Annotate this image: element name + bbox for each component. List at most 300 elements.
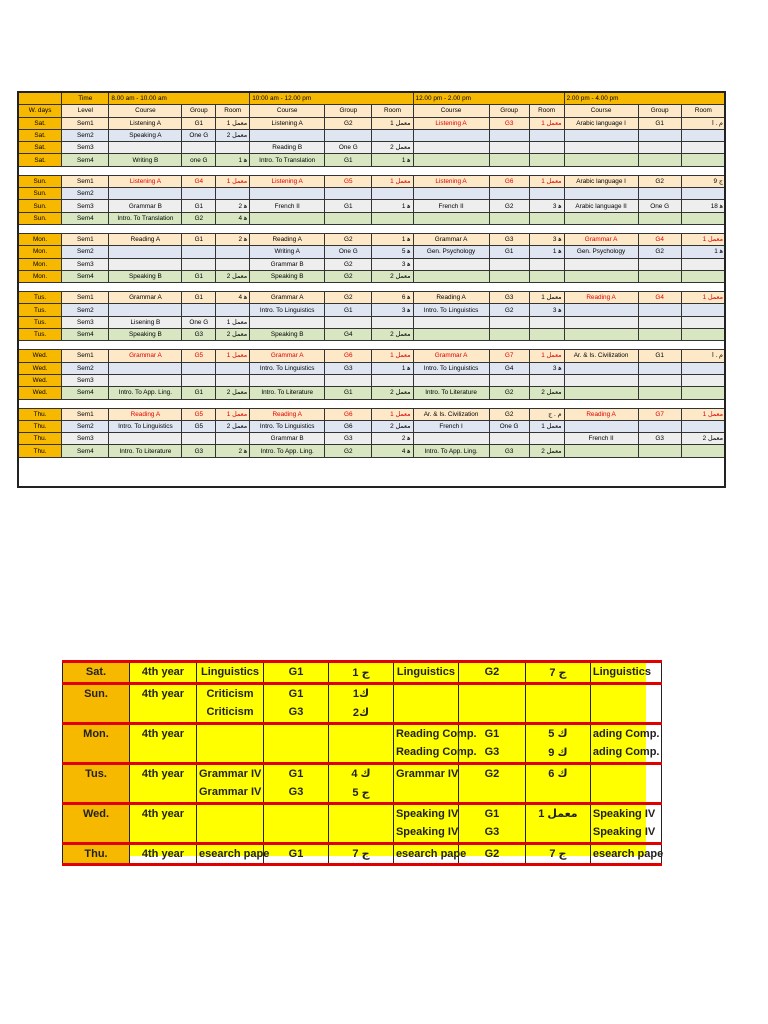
fourth-year-cell — [393, 683, 458, 703]
header-room: Room — [529, 105, 564, 117]
room-cell: 1 معمل — [372, 350, 413, 362]
day-cell: Wed. — [19, 362, 62, 374]
course-cell — [564, 270, 638, 282]
group-cell: G3 — [489, 117, 529, 129]
fourth-year-row — [63, 763, 662, 783]
header-weekdays: W. days — [19, 105, 62, 117]
schedule-row — [19, 270, 726, 282]
day-separator — [19, 283, 726, 292]
schedule-row — [19, 433, 726, 445]
room-cell: 1 ﻫ — [216, 154, 250, 166]
room-cell — [681, 212, 725, 224]
fourth-year-cell: 1ك — [328, 683, 393, 703]
fourth-year-cell: G2 — [458, 763, 525, 783]
fourth-year-cell: Grammar IV — [197, 783, 264, 803]
fourth-year-cell — [197, 803, 264, 823]
group-cell — [182, 188, 216, 200]
room-cell: 3 ﻫ — [529, 233, 564, 245]
group-cell: one G — [182, 154, 216, 166]
course-cell: Intro. To Linguistics — [250, 420, 325, 432]
group-cell — [182, 362, 216, 374]
group-cell: G3 — [325, 362, 372, 374]
room-cell — [681, 154, 725, 166]
group-cell: G1 — [182, 117, 216, 129]
room-cell — [529, 258, 564, 270]
fourth-year-row — [63, 743, 662, 763]
course-cell: Intro. To Linguistics — [250, 362, 325, 374]
room-cell — [216, 374, 250, 386]
course-cell: Speaking B — [250, 329, 325, 341]
fourth-year-cell: ading Comp. — [590, 743, 661, 763]
room-cell: 1 معمل — [529, 117, 564, 129]
group-cell: G1 — [182, 233, 216, 245]
room-cell: 6 ﻫ — [372, 292, 413, 304]
room-cell: 2 معمل — [216, 387, 250, 399]
room-cell: 1 ﻫ — [372, 362, 413, 374]
course-cell: Grammar A — [250, 350, 325, 362]
group-cell: G2 — [638, 175, 681, 187]
group-cell — [182, 433, 216, 445]
day-cell: Sun. — [19, 188, 62, 200]
level-cell: Sem3 — [62, 316, 109, 328]
group-cell: G6 — [325, 420, 372, 432]
course-cell: French II — [250, 200, 325, 212]
course-cell: Intro. To App. Ling. — [250, 445, 325, 457]
group-cell: G2 — [325, 233, 372, 245]
room-cell — [216, 433, 250, 445]
course-cell — [413, 142, 489, 154]
course-cell: Ar. & Is. Civilization — [413, 408, 489, 420]
day-cell: Sat. — [19, 154, 62, 166]
room-cell: 2 معمل — [372, 270, 413, 282]
room-cell: م . ج — [529, 408, 564, 420]
day-cell: Sun. — [19, 200, 62, 212]
fourth-year-row — [63, 683, 662, 703]
room-cell: 1 ﻫ — [372, 233, 413, 245]
header-room: Room — [372, 105, 413, 117]
header-blank — [19, 93, 62, 105]
course-cell: Speaking B — [109, 329, 182, 341]
course-cell: Reading B — [250, 142, 325, 154]
fourth-year-cell: 7 ج — [525, 843, 590, 865]
group-cell: G6 — [325, 408, 372, 420]
fourth-year-cell — [525, 703, 590, 723]
header-level: Level — [62, 105, 109, 117]
fourth-year-row — [63, 723, 662, 743]
group-cell: G5 — [182, 408, 216, 420]
fourth-year-cell — [393, 783, 458, 803]
level-cell: Sem4 — [62, 387, 109, 399]
course-cell: Intro. To Linguistics — [413, 362, 489, 374]
day-separator — [19, 166, 726, 175]
day-separator — [19, 224, 726, 233]
level-cell: Sem4 — [62, 445, 109, 457]
group-cell — [638, 270, 681, 282]
schedule-row — [19, 350, 726, 362]
fourth-year-cell — [525, 783, 590, 803]
day-cell: Sun. — [19, 175, 62, 187]
course-cell: Listening A — [109, 175, 182, 187]
group-cell: G3 — [182, 445, 216, 457]
course-cell: Reading A — [564, 408, 638, 420]
fourth-year-cell — [458, 783, 525, 803]
group-cell: G1 — [182, 387, 216, 399]
course-cell — [109, 304, 182, 316]
level-cell: Sem1 — [62, 408, 109, 420]
group-cell: G2 — [489, 387, 529, 399]
room-cell — [372, 316, 413, 328]
room-cell — [216, 188, 250, 200]
room-cell — [681, 304, 725, 316]
room-cell — [372, 129, 413, 141]
room-cell: 2 ﻫ — [216, 445, 250, 457]
course-cell — [564, 420, 638, 432]
weekly-schedule-table — [18, 92, 726, 458]
group-cell: G3 — [638, 433, 681, 445]
fourth-year-cell: Criticism — [197, 683, 264, 703]
fourth-year-cell — [393, 703, 458, 723]
day-cell: Mon. — [19, 246, 62, 258]
course-cell — [109, 433, 182, 445]
fourth-year-cell: 4th year — [130, 763, 197, 783]
day-cell: Tus. — [19, 304, 62, 316]
schedule-row — [19, 117, 726, 129]
fourth-year-cell — [264, 743, 329, 763]
group-cell: G3 — [489, 445, 529, 457]
group-cell: G1 — [325, 387, 372, 399]
group-cell — [489, 212, 529, 224]
day-cell: Wed. — [19, 374, 62, 386]
course-cell: Grammar A — [109, 350, 182, 362]
group-cell: G7 — [489, 350, 529, 362]
day-separator — [19, 399, 726, 408]
fourth-year-row — [63, 662, 662, 684]
fourth-year-cell — [197, 823, 264, 843]
fourth-year-cell — [130, 823, 197, 843]
room-cell — [216, 258, 250, 270]
group-cell: G2 — [325, 292, 372, 304]
course-cell: Gen. Psychology — [564, 246, 638, 258]
course-cell: Intro. To Linguistics — [109, 420, 182, 432]
schedule-row — [19, 200, 726, 212]
room-cell: 1 معمل — [529, 292, 564, 304]
fourth-year-cell — [525, 823, 590, 843]
course-cell: Reading A — [250, 408, 325, 420]
group-cell — [489, 270, 529, 282]
course-cell: Speaking B — [109, 270, 182, 282]
course-cell: Arabic language I — [564, 117, 638, 129]
group-cell: G5 — [182, 420, 216, 432]
group-cell — [638, 362, 681, 374]
schedule-row — [19, 142, 726, 154]
fourth-year-cell — [590, 703, 661, 723]
course-cell: French II — [413, 200, 489, 212]
fourth-year-cell: G3 — [264, 703, 329, 723]
header-course: Course — [413, 105, 489, 117]
time-slot-3: 12.00 pm - 2.00 pm — [413, 93, 564, 105]
header-course: Course — [564, 105, 638, 117]
room-cell: م . ا — [681, 117, 725, 129]
group-cell — [638, 154, 681, 166]
course-cell — [564, 445, 638, 457]
fourth-year-cell — [197, 723, 264, 743]
room-cell: 2 معمل — [529, 445, 564, 457]
group-cell — [182, 142, 216, 154]
course-cell: Ar. & Is. Civilization — [564, 350, 638, 362]
group-cell: G2 — [325, 117, 372, 129]
group-cell: G2 — [182, 212, 216, 224]
course-cell: Lisening B — [109, 316, 182, 328]
room-cell: 3 ﻫ — [529, 304, 564, 316]
level-cell: Sem2 — [62, 420, 109, 432]
course-cell: Listening A — [413, 117, 489, 129]
group-cell: G6 — [489, 175, 529, 187]
fourth-year-cell: 4 ك — [328, 763, 393, 783]
room-cell — [372, 212, 413, 224]
course-cell — [564, 188, 638, 200]
fourth-year-cell: Speaking IV — [393, 823, 458, 843]
course-cell: Intro. To App. Ling. — [109, 387, 182, 399]
course-cell — [413, 188, 489, 200]
level-cell: Sem4 — [62, 329, 109, 341]
group-cell: G2 — [638, 246, 681, 258]
group-cell: G2 — [489, 304, 529, 316]
fourth-year-cell — [197, 743, 264, 763]
room-cell: 2 معمل — [372, 329, 413, 341]
room-cell: 2 ﻫ — [216, 233, 250, 245]
course-cell — [250, 212, 325, 224]
group-cell — [489, 329, 529, 341]
room-cell — [216, 142, 250, 154]
fourth-year-cell: G3 — [458, 743, 525, 763]
group-cell: G1 — [638, 350, 681, 362]
course-cell: French II — [564, 433, 638, 445]
fourth-year-day: Mon. — [63, 723, 130, 743]
course-cell — [250, 129, 325, 141]
room-cell — [681, 387, 725, 399]
course-cell: Grammar A — [413, 350, 489, 362]
course-cell — [109, 374, 182, 386]
day-separator — [19, 341, 726, 350]
course-cell: Intro. To Translation — [250, 154, 325, 166]
room-cell: 2 معمل — [216, 420, 250, 432]
group-cell: G2 — [489, 200, 529, 212]
course-cell — [564, 154, 638, 166]
room-cell: 1 معمل — [529, 350, 564, 362]
fourth-year-cell: G1 — [264, 683, 329, 703]
fourth-year-row — [63, 803, 662, 823]
day-cell: Thu. — [19, 433, 62, 445]
course-cell: Speaking B — [250, 270, 325, 282]
room-cell — [681, 129, 725, 141]
course-cell: Grammar A — [564, 233, 638, 245]
group-cell — [489, 316, 529, 328]
fourth-year-cell: Speaking IV — [393, 803, 458, 823]
fourth-year-cell — [264, 723, 329, 743]
group-cell — [638, 374, 681, 386]
group-cell: One G — [638, 200, 681, 212]
day-cell: Thu. — [19, 408, 62, 420]
level-cell: Sem3 — [62, 374, 109, 386]
course-cell: Arabic language II — [564, 200, 638, 212]
level-cell: Sem2 — [62, 246, 109, 258]
room-cell: 2 معمل — [216, 129, 250, 141]
room-cell: 4 ﻫ — [216, 292, 250, 304]
level-cell: Sem3 — [62, 142, 109, 154]
room-cell — [529, 433, 564, 445]
room-cell: 1 ﻫ — [372, 200, 413, 212]
fourth-year-cell: G1 — [458, 723, 525, 743]
group-cell: G3 — [489, 292, 529, 304]
level-cell: Sem1 — [62, 175, 109, 187]
fourth-year-cell: 7 ج — [328, 843, 393, 865]
fourth-year-cell: Reading Comp. — [393, 723, 458, 743]
group-cell — [638, 212, 681, 224]
fourth-year-cell — [130, 743, 197, 763]
course-cell: Listening A — [109, 117, 182, 129]
group-cell — [638, 129, 681, 141]
fourth-year-day — [63, 703, 130, 723]
group-cell — [638, 387, 681, 399]
group-cell: G2 — [325, 445, 372, 457]
room-cell: 1 معمل — [529, 420, 564, 432]
room-cell: 1 معمل — [216, 350, 250, 362]
course-cell — [564, 329, 638, 341]
group-cell: G5 — [182, 350, 216, 362]
header-group: Group — [638, 105, 681, 117]
room-cell — [529, 329, 564, 341]
fourth-year-cell — [458, 703, 525, 723]
fourth-year-day — [63, 783, 130, 803]
room-cell: 4 ﻫ — [372, 445, 413, 457]
day-cell: Sun. — [19, 212, 62, 224]
fourth-year-cell — [525, 683, 590, 703]
fourth-year-cell: G2 — [458, 662, 525, 684]
group-cell — [325, 188, 372, 200]
fourth-year-cell: 4th year — [130, 723, 197, 743]
room-cell: 1 معمل — [216, 408, 250, 420]
room-cell: 2 معمل — [681, 433, 725, 445]
fourth-year-row — [63, 703, 662, 723]
course-cell: Writing A — [250, 246, 325, 258]
room-cell: 1 معمل — [216, 117, 250, 129]
fourth-year-cell: 6 ك — [525, 763, 590, 783]
schedule-row — [19, 129, 726, 141]
fourth-year-cell: Grammar IV — [393, 763, 458, 783]
group-cell: G4 — [325, 329, 372, 341]
room-cell: 2 معمل — [372, 420, 413, 432]
room-cell: 2 معمل — [372, 142, 413, 154]
schedule-row — [19, 329, 726, 341]
fourth-year-cell — [590, 683, 661, 703]
room-cell: 1 معمل — [529, 175, 564, 187]
level-cell: Sem3 — [62, 200, 109, 212]
group-cell: G3 — [182, 329, 216, 341]
schedule-row — [19, 387, 726, 399]
fourth-year-cell — [264, 803, 329, 823]
header-course: Course — [109, 105, 182, 117]
course-cell: Reading A — [250, 233, 325, 245]
group-cell: G1 — [325, 304, 372, 316]
room-cell — [529, 212, 564, 224]
course-cell — [109, 362, 182, 374]
room-cell: 18 ﻫ — [681, 200, 725, 212]
group-cell: G2 — [325, 270, 372, 282]
fourth-year-day: Sat. — [63, 662, 130, 684]
group-cell: G1 — [638, 117, 681, 129]
group-cell — [325, 212, 372, 224]
room-cell: 1 معمل — [681, 233, 725, 245]
course-cell: Listening A — [413, 175, 489, 187]
room-cell: 1 معمل — [372, 408, 413, 420]
level-cell: Sem3 — [62, 258, 109, 270]
group-cell — [489, 258, 529, 270]
fourth-year-cell: G1 — [264, 662, 329, 684]
day-cell: Sat. — [19, 142, 62, 154]
group-cell — [489, 433, 529, 445]
course-cell: Speaking A — [109, 129, 182, 141]
time-slot-4: 2.00 pm - 4.00 pm — [564, 93, 725, 105]
course-cell — [109, 142, 182, 154]
room-cell — [372, 188, 413, 200]
course-cell — [109, 188, 182, 200]
fourth-year-cell: 4th year — [130, 662, 197, 684]
day-cell: Wed. — [19, 350, 62, 362]
fourth-year-cell: 5 ج — [328, 783, 393, 803]
schedule-row — [19, 212, 726, 224]
room-cell: 2 ﻫ — [372, 433, 413, 445]
day-cell: Sat. — [19, 117, 62, 129]
fourth-year-cell: 4th year — [130, 803, 197, 823]
fourth-year-cell — [328, 743, 393, 763]
room-cell: م . ا — [681, 350, 725, 362]
course-cell — [250, 188, 325, 200]
course-cell — [564, 362, 638, 374]
course-cell — [564, 304, 638, 316]
group-cell: G4 — [489, 362, 529, 374]
fourth-year-cell: 2ك — [328, 703, 393, 723]
room-cell: 2 معمل — [372, 387, 413, 399]
group-cell — [182, 304, 216, 316]
day-cell: Mon. — [19, 270, 62, 282]
schedule-row — [19, 445, 726, 457]
level-cell: Sem1 — [62, 233, 109, 245]
time-slot-2: 10:00 am - 12.00 pm — [250, 93, 413, 105]
fourth-year-cell: G2 — [458, 843, 525, 865]
fourth-year-row — [63, 823, 662, 843]
room-cell: 4 ﻫ — [216, 212, 250, 224]
course-cell: Intro. To Linguistics — [413, 304, 489, 316]
group-cell — [489, 374, 529, 386]
schedule-row — [19, 420, 726, 432]
course-cell: Intro. To Linguistics — [250, 304, 325, 316]
course-cell: Grammar B — [109, 200, 182, 212]
fourth-year-day: Thu. — [63, 843, 130, 865]
group-cell — [638, 258, 681, 270]
group-cell — [638, 316, 681, 328]
group-cell: G6 — [325, 350, 372, 362]
group-cell — [325, 129, 372, 141]
fourth-year-cell: esearch pape — [197, 843, 264, 865]
course-cell — [250, 374, 325, 386]
fourth-year-row — [63, 843, 662, 865]
room-cell — [681, 420, 725, 432]
course-cell — [250, 316, 325, 328]
fourth-year-schedule — [62, 660, 664, 861]
level-cell: Sem4 — [62, 270, 109, 282]
fourth-year-cell: ading Comp. — [590, 723, 661, 743]
group-cell: One G — [182, 129, 216, 141]
